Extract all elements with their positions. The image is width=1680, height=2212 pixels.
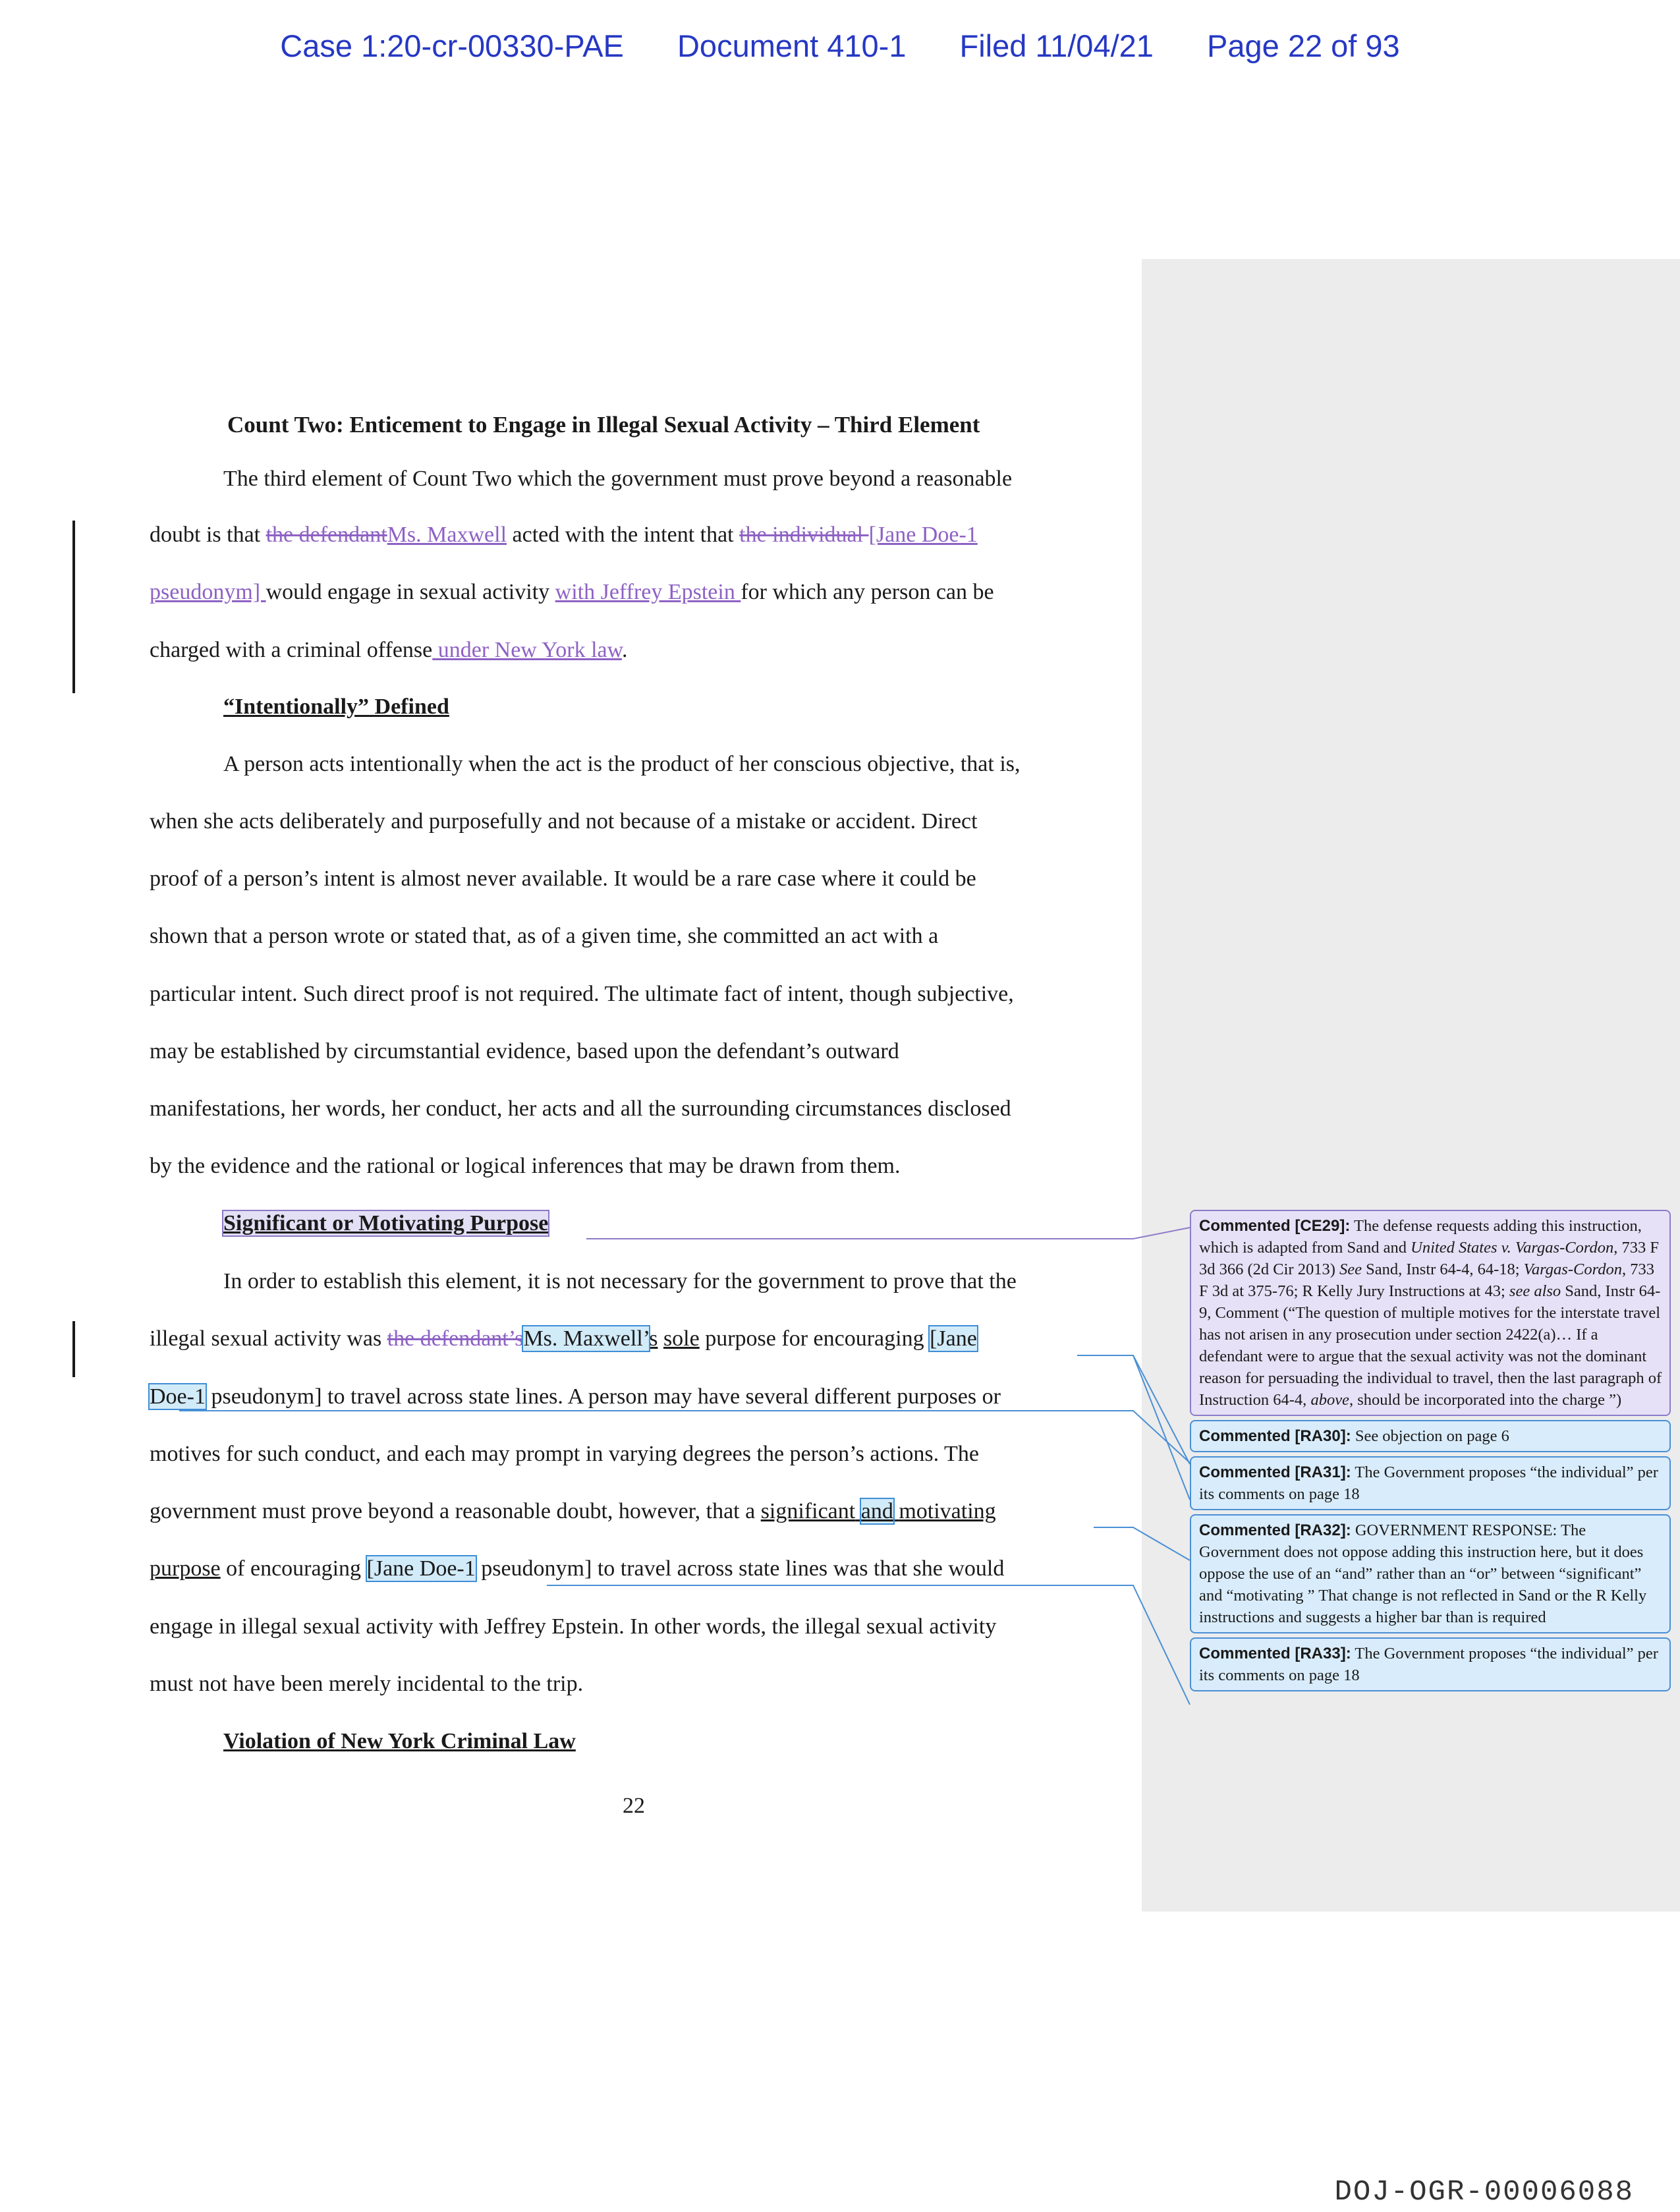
paragraph-line xyxy=(150,1556,1004,1582)
comment-ra31[interactable] xyxy=(1190,1456,1671,1510)
inserted-text: Ms. Maxwell xyxy=(387,523,507,547)
comment-ce29[interactable] xyxy=(1190,1210,1671,1416)
inserted-text: [Jane Doe-1 xyxy=(868,523,978,547)
comment-text-run: See objection on page 6 xyxy=(1351,1427,1509,1445)
comment-label: Commented [RA30]: xyxy=(1199,1427,1351,1445)
comment-text-run: The defense requests adding this instruction, which is adapted from Sand and xyxy=(1199,1217,1642,1257)
comment-text xyxy=(1199,1217,1662,1409)
comment-text-run: Sand, Instr 64-4, 64-18; xyxy=(1362,1261,1524,1278)
subheading-intentionally: “Intentionally” Defined xyxy=(223,695,449,719)
paragraph-line xyxy=(150,1326,977,1352)
change-bar xyxy=(72,1321,75,1377)
inserted-text: with Jeffrey Epstein xyxy=(555,580,741,604)
page-number: 22 xyxy=(623,1794,645,1818)
paragraph-line: A person acts intentionally when the act is the product of her conscious objective, that is, xyxy=(223,752,1021,776)
paragraph-line xyxy=(150,579,994,606)
text-run: government must prove beyond a reasonable doubt, however, that a xyxy=(150,1499,761,1523)
text-run: purpose for encouraging xyxy=(699,1326,930,1351)
text-run: of encouraging xyxy=(220,1556,367,1581)
bates-number: DOJ-OGR-00006088 xyxy=(1334,2176,1634,2209)
text-run xyxy=(855,1499,861,1523)
comment-text-italic: See xyxy=(1339,1261,1362,1278)
deleted-text: the defendant xyxy=(266,523,387,547)
inserted-text: pseudonym] xyxy=(150,580,266,604)
paragraph-line: proof of a person’s intent is almost never available. It would be a rare case where it could be xyxy=(150,866,976,891)
paragraph-line xyxy=(150,522,978,548)
comment-text-italic: Vargas-Cordon xyxy=(1523,1261,1622,1278)
comment-text-italic: United States v. Vargas-Cordon xyxy=(1411,1239,1614,1257)
comment-text-run: , 733 F 3d 366 (2d Cir 2013) xyxy=(1199,1239,1659,1278)
comment-text-run: The Government proposes “the individual” per its comments on page 18 xyxy=(1199,1463,1658,1503)
text-run: for which any person can be xyxy=(741,580,994,604)
commented-range[interactable]: Ms. Maxwell’ xyxy=(523,1326,650,1351)
case-number: Case 1:20-cr-00330-PAE xyxy=(280,28,624,63)
commented-range[interactable]: [Jane Doe-1 xyxy=(366,1556,476,1581)
text-run: would engage in sexual activity xyxy=(266,580,555,604)
comment-text-italic: above xyxy=(1310,1391,1349,1409)
text-run: motivating xyxy=(899,1499,996,1523)
paragraph-line: The third element of Count Two which the government must prove beyond a reasonable xyxy=(223,467,1013,491)
paragraph-line: motives for such conduct, and each may prompt in varying degrees the person’s actions. The xyxy=(150,1442,979,1466)
comment-text-run: GOVERNMENT RESPONSE: The Government does not oppose adding this instruction here, but it does oppose the use of an “and” rather than an “or” between “significant” and “motivating ” That change is not reflected in Sand or the R Kelly instructions and suggests a higher bar than is required xyxy=(1199,1521,1647,1626)
paragraph-line: engage in illegal sexual activity with Jeffrey Epstein. In other words, the illegal sexual activity xyxy=(150,1614,997,1639)
filed-date: Filed 11/04/21 xyxy=(959,28,1154,63)
paragraph-line: may be established by circumstantial evidence, based upon the defendant’s outward xyxy=(150,1039,899,1063)
deleted-text: the individual xyxy=(739,523,869,547)
commented-range[interactable]: Significant or Motivating Purpose xyxy=(223,1211,549,1235)
paragraph-line: In order to establish this element, it is not necessary for the government to prove that the xyxy=(223,1269,1017,1293)
page-indicator: Page 22 of 93 xyxy=(1207,28,1400,63)
subheading-significant-purpose[interactable] xyxy=(223,1210,548,1237)
commented-range[interactable]: and xyxy=(860,1499,893,1523)
text-run: s xyxy=(649,1326,658,1351)
text-run: sole xyxy=(663,1326,700,1351)
text-run: significant xyxy=(760,1499,856,1523)
comment-label: Commented [RA31]: xyxy=(1199,1463,1351,1481)
paragraph-line: manifestations, her words, her conduct, her acts and all the surrounding circumstances disclosed xyxy=(150,1096,1011,1121)
comment-label: Commented [CE29]: xyxy=(1199,1217,1351,1235)
comments-pane xyxy=(1190,1210,1671,1695)
text-run: pseudonym] to travel across state lines. A person may have several different purposes or xyxy=(205,1384,1001,1409)
connector-line xyxy=(547,1585,1190,1705)
deleted-text: the defendant’s xyxy=(387,1326,524,1351)
change-bar xyxy=(72,521,75,693)
paragraph-line: must not have been merely incidental to the trip. xyxy=(150,1672,584,1696)
text-run: doubt is that xyxy=(150,523,266,547)
paragraph-line xyxy=(150,1384,1001,1410)
paragraph-line: by the evidence and the rational or logical inferences that may be drawn from them. xyxy=(150,1154,901,1178)
paragraph-line xyxy=(150,637,627,664)
comment-label: Commented [RA33]: xyxy=(1199,1645,1351,1662)
comment-text-run: Sand, Instr 64-9, Comment (“The question of multiple motives for the interstate travel has not arisen in any prosecution under section 2422(a)… If a defendant were to argue that the sexual activity was not the dominant reason for persuading the individual to travel, then the last paragraph of Instruction 64-4, xyxy=(1199,1282,1662,1409)
comment-text-italic: see also xyxy=(1509,1282,1561,1300)
paragraph-line: shown that a person wrote or stated that, as of a given time, she committed an act with a xyxy=(150,924,939,948)
comment-text-run: , 733 F 3d at 375-76; R Kelly Jury Instructions at 43; xyxy=(1199,1261,1654,1300)
text-run: . xyxy=(621,638,628,662)
inserted-text: under New York law xyxy=(432,638,622,662)
text-run: illegal sexual activity was xyxy=(150,1326,387,1351)
subheading-violation: Violation of New York Criminal Law xyxy=(223,1729,576,1753)
connector-line xyxy=(586,1228,1190,1239)
comment-ra32[interactable] xyxy=(1190,1514,1671,1633)
text-run: purpose xyxy=(150,1556,221,1581)
comment-text-run: The Government proposes “the individual” per its comments on page 18 xyxy=(1199,1645,1658,1684)
paragraph-line xyxy=(150,1498,996,1525)
paragraph-line: particular intent. Such direct proof is not required. The ultimate fact of intent, though subjective, xyxy=(150,982,1014,1006)
commented-range[interactable]: Doe-1 xyxy=(150,1384,206,1409)
document-number: Document 410-1 xyxy=(677,28,907,63)
paragraph-line: when she acts deliberately and purposefully and not because of a mistake or accident. Direct xyxy=(150,809,978,834)
commented-range[interactable]: [Jane xyxy=(930,1326,977,1351)
text-run: charged with a criminal offense xyxy=(150,638,433,662)
comment-ra33[interactable] xyxy=(1190,1637,1671,1691)
case-header xyxy=(0,28,1680,64)
section-heading: Count Two: Enticement to Engage in Illegal Sexual Activity – Third Element xyxy=(227,412,980,438)
text-run xyxy=(658,1326,663,1351)
comment-ra30[interactable] xyxy=(1190,1420,1671,1452)
comment-text-run: , should be incorporated into the charge ”) xyxy=(1349,1391,1622,1409)
text-run: acted with the intent that xyxy=(507,523,740,547)
comment-text xyxy=(1351,1427,1509,1445)
text-run: pseudonym] to travel across state lines was that she would xyxy=(475,1556,1005,1581)
comment-label: Commented [RA32]: xyxy=(1199,1521,1351,1539)
